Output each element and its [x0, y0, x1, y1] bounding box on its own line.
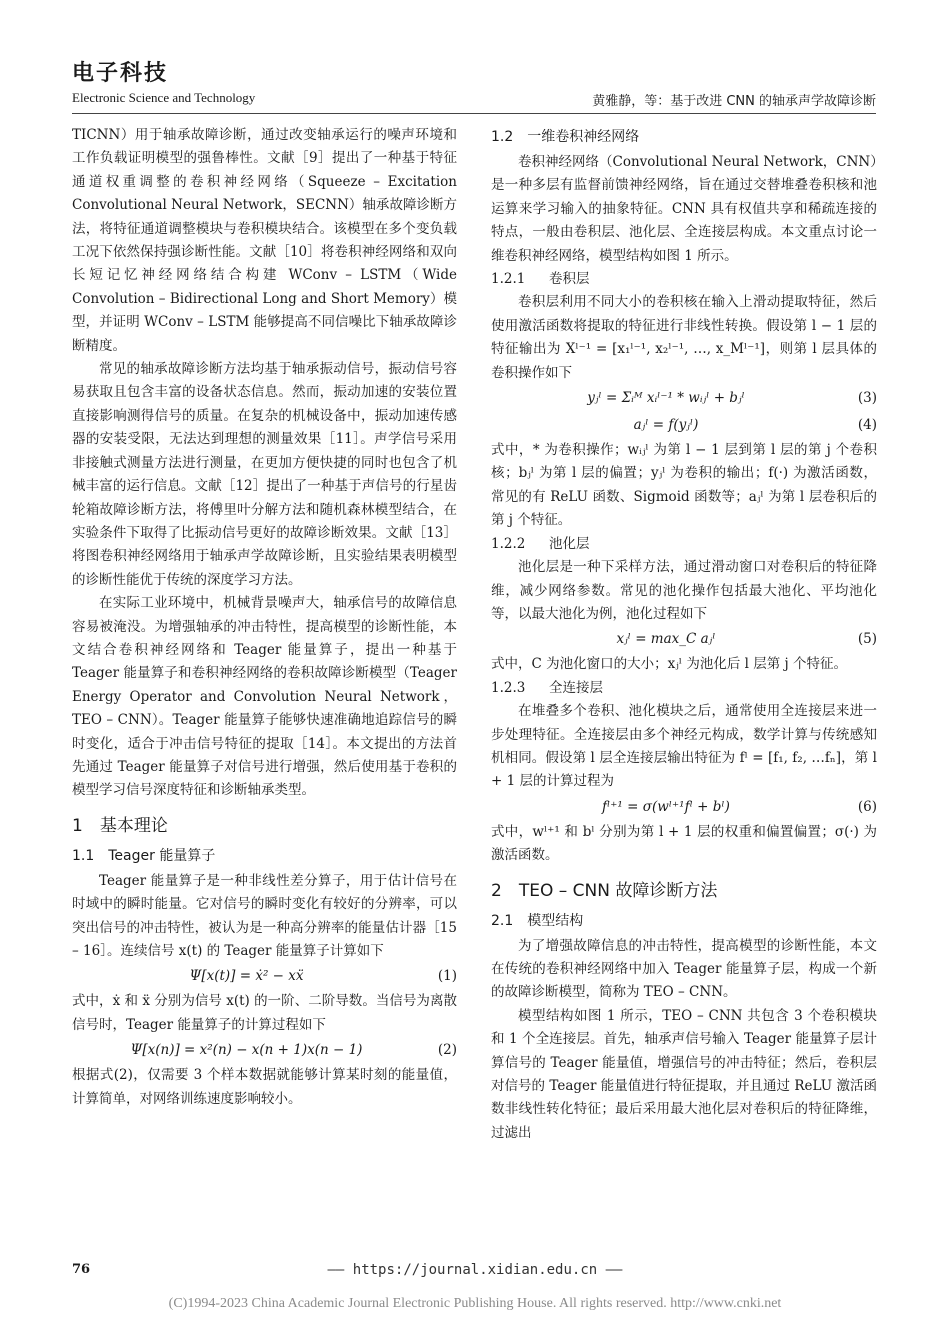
equation-3	[491, 385, 877, 412]
equation-body: Ψ[x(n)] = x²(n) − x(n + 1)x(n − 1)	[130, 1042, 363, 1059]
paragraph: 根据式(2)，仅需要 3 个样本数据就能够计算某时刻的能量值，计算简单，对网络训练速度影响较小。	[72, 1067, 457, 1107]
equation-number: (4)	[857, 416, 877, 433]
equation-1	[72, 963, 457, 990]
equation-4	[491, 412, 877, 439]
journal-logo: 电子科技	[72, 61, 169, 86]
paragraph: 模型结构如图 1 所示，TEO – CNN 共包含 3 个卷积模块和 1 个全连接层。首先，轴承声信号输入 Teager 能量算子层计算信号的 Teager 能量值，增强信号的冲击特征；然后，卷积层对信号的 Teager 能量值进行特征提取，并且通过 ReLU 激活函数非线性转化特征；最后采用最大池化层对卷积后的特征降维，过滤出	[491, 1007, 877, 1141]
running-title: 黄雅静，等：基于改进 CNN 的轴承声学故障诊断	[592, 94, 876, 109]
equation-body: aⱼˡ = f(yⱼˡ)	[633, 416, 699, 433]
journal-url[interactable]: —— https://journal.xidian.edu.cn ——	[327, 1262, 623, 1278]
paragraph: 卷积层利用不同大小的卷积核在输入上滑动提取特征，然后使用激活函数将提取的特征进行非线性转换。假设第 l − 1 层的特征输出为 Xˡ⁻¹ = [x₁ˡ⁻¹, x₂ˡ⁻¹, …, x_Mˡ⁻¹]，则第 l 层具体的卷积操作如下	[491, 294, 877, 381]
paragraph: 为了增强故障信息的冲击特性，提高模型的诊断性能，本文在传统的卷积神经网络中加入 Teager 能量算子层，构成一个新的故障诊断模型，简称为 TEO – CNN。	[491, 937, 877, 1001]
equation-body: xⱼˡ = max_C aⱼˡ	[616, 631, 716, 648]
paragraph: 卷积神经网络（Convolutional Neural Network，CNN）是一种多层有监督前馈神经网络，旨在通过交替堆叠卷积核和池运算来学习输入的抽象特征。CNN 具有权值共享和稀疏连接的特点，一般由卷积层、池化层、全连接层构成。本文重点讨论一维卷积神经网络，模型结构如图 1 所示。	[491, 154, 877, 264]
section-heading-1-2: 1.2 一维卷积神经网络	[491, 129, 640, 145]
paragraph: 池化层是一种下采样方法，通过滑动窗口对卷积后的特征降维，减少网络参数。常见的池化操作包括最大池化、平均池化等，以最大池化为例，池化过程如下	[491, 559, 877, 622]
paragraph: Teager 能量算子是一种非线性差分算子，用于估计信号在时域中的瞬时能量。它对信号的瞬时变化有较好的分辨率，可以突出信号的冲击特性，被认为是一种高分辨率的能量估计器［15 – 16］。连续信号 x(t) 的 Teager 能量算子计算如下	[72, 872, 457, 959]
equation-body: yⱼˡ = Σᵢᴹ xᵢˡ⁻¹ * wᵢⱼˡ + bⱼˡ	[587, 389, 745, 406]
paragraph: 式中，ẋ 和 ẍ 分别为信号 x(t) 的一阶、二阶导数。当信号为离散信号时，Teager 能量算子的计算过程如下	[72, 993, 457, 1033]
section-heading-1-2-2: 1.2.2 池化层	[491, 535, 590, 552]
section-heading-1-1: 1.1 Teager 能量算子	[72, 847, 216, 864]
equation-body: Ψ[x(t)] = ẋ² − xẍ	[189, 968, 304, 985]
copyright-notice: (C)1994-2023 China Academic Journal Electronic Publishing House. All rights reserved. http://www.cnki.net	[168, 1296, 782, 1311]
paragraph: TICNN）用于轴承故障诊断，通过改变轴承运行的噪声环境和工作负载证明模型的强鲁棒性。文献［9］提出了一种基于特征通道权重调整的卷积神经网络（Squeeze – Excitation Convolutional Neural Network，SECNN）轴承故障诊断方法，将特征通道调整模块与卷积模块结合。该模型在多个变负载工况下依然保持强诊断性能。文献［10］将卷积神经网络和双向长短记忆神经网络结合构建 WConv – LSTM（Wide Convolution – Bidirectional Long and Short Memory）模型，并证明 WConv – LSTM 能够提高不同信噪比下轴承故障诊断精度。	[72, 127, 457, 354]
equation-5	[491, 626, 877, 653]
paragraph: 常见的轴承故障诊断方法均基于轴承振动信号，振动信号容易获取且包含丰富的设备状态信息。然而，振动加速的安装位置直接影响测得信号的质量。在复杂的机械设备中，振动加速传感器的安装受限，无法达到理想的测量效果［11］。声学信号采用非接触式测量方法进行测量，在更加方便快捷的同时也包含了机械丰富的运行信息。文献［12］提出了一种基于声信号的行星齿轮箱故障诊断方法，将傅里叶分解方法和随机森林模型结合，在实验条件下取得了比振动信号更好的故障诊断效果。文献［13］将图卷积神经网络用于轴承声学故障诊断，且实验结果表明模型的诊断性能优于传统的深度学习方法。	[72, 361, 457, 588]
equation-number: (2)	[437, 1042, 457, 1059]
header-rule	[72, 113, 876, 114]
section-heading-1-2-1: 1.2.1 卷积层	[491, 271, 590, 288]
journal-english-name: Electronic Science and Technology	[72, 90, 256, 105]
section-heading-2-1: 2.1 模型结构	[491, 912, 584, 929]
paragraph: 式中，C 为池化窗口的大小；xⱼˡ 为池化后 l 层第 j 个特征。	[491, 656, 848, 673]
equation-number: (1)	[437, 968, 457, 985]
equation-number: (3)	[857, 389, 877, 406]
equation-body: fˡ⁺¹ = σ(wˡ⁺¹fˡ + bˡ)	[602, 798, 730, 815]
paragraph: 在堆叠多个卷积、池化模块之后，通常使用全连接层来进一步处理特征。全连接层由多个神经元构成，数学计算与传统感知机相同。假设第 l 层全连接层输出特征为 fˡ = [f₁, f₂, …fₙ]，第 l + 1 层的计算过程为	[491, 703, 877, 790]
left-column	[72, 124, 457, 1111]
equation-2	[72, 1037, 457, 1064]
paragraph: 在实际工业环境中，机械背景噪声大，轴承信号的故障信息容易被淹没。为增强轴承的冲击特性，提高模型的诊断性能，本文结合卷积神经网络和 Teager 能量算子，提出一种基于 Teager 能量算子和卷积神经网络的卷积故障诊断模型（Teager Energy Operator and Convolution Neural Network，TEO – CNN）。Teager 能量算子能够快速准确地追踪信号的瞬时变化，适合于冲击信号特征的提取［14］。本文提出的方法首先通过 Teager 能量算子对信号进行增强，然后使用基于卷积的模型学习信号深度特征和诊断轴承类型。	[72, 595, 457, 799]
page-number: 76	[72, 1262, 91, 1277]
paragraph: 式中，* 为卷积操作；wᵢⱼˡ 为第 l − 1 层到第 l 层的第 j 个卷积核；bⱼˡ 为第 l 层的偏置；yⱼˡ 为卷积的输出；f(·) 为激活函数，常见的有 ReLU 函数、Sigmoid 函数等；aⱼˡ 为第 l 层卷积后的第 j 个特征。	[491, 442, 877, 529]
equation-number: (6)	[857, 798, 877, 815]
equation-number: (5)	[857, 631, 877, 648]
section-heading-1: 1 基本理论	[72, 815, 168, 836]
equation-6	[491, 794, 877, 821]
paragraph: 式中，wˡ⁺¹ 和 bˡ 分别为第 l + 1 层的权重和偏置偏置；σ(·) 为激活函数。	[491, 823, 877, 864]
section-heading-2: 2 TEO – CNN 故障诊断方法	[491, 880, 718, 901]
section-heading-1-2-3: 1.2.3 全连接层	[491, 679, 603, 696]
right-column	[491, 124, 877, 1145]
